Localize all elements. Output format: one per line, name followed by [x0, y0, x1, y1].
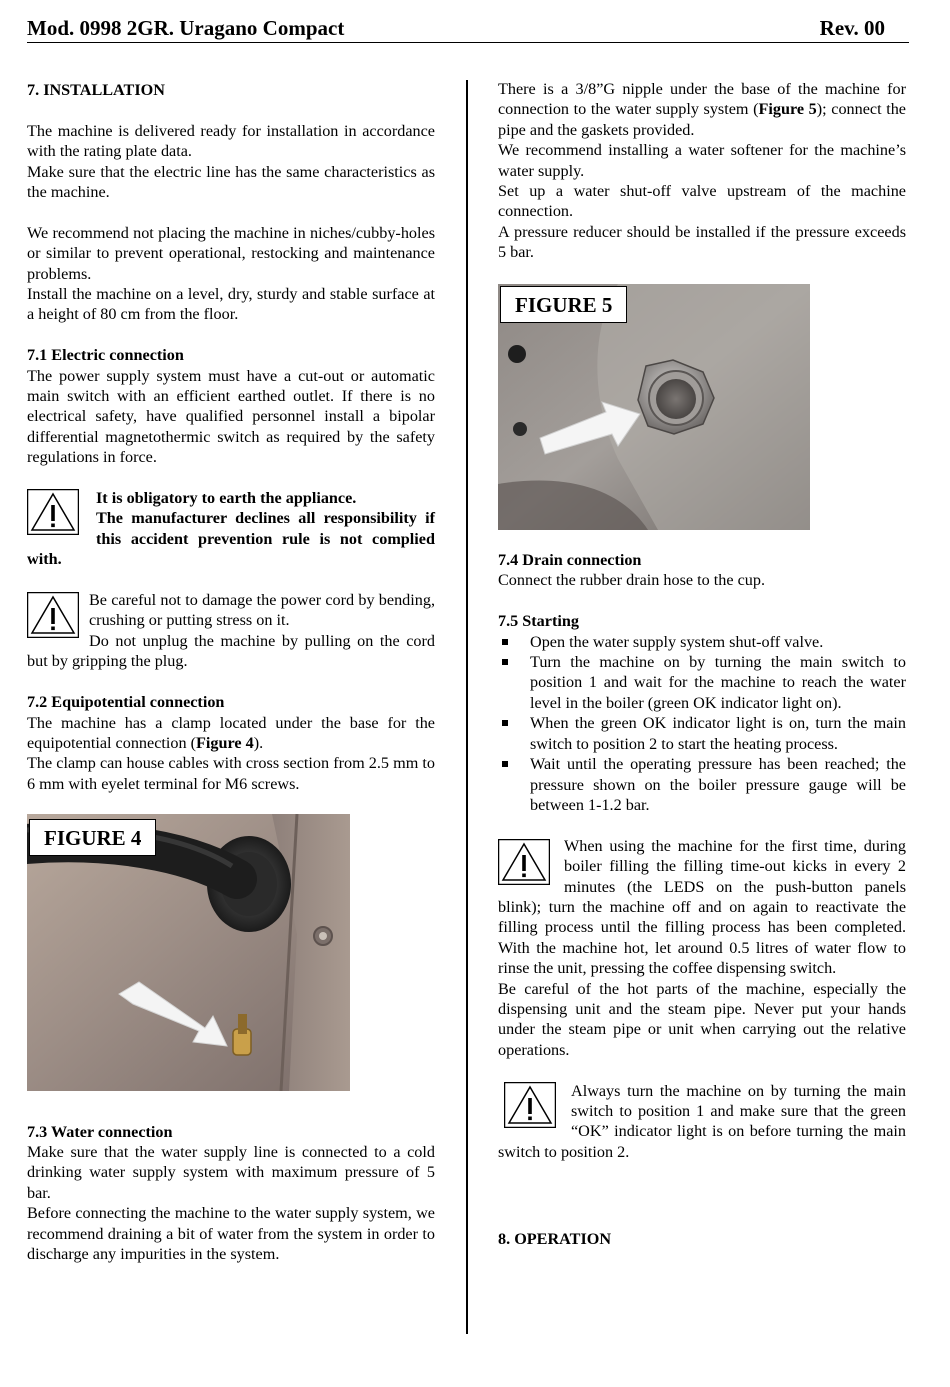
list-item: Wait until the operating pressure has been reached; the pressure shown on the boiler pressure gauge will be between 1-1.2 bar.	[498, 754, 906, 815]
water-nipple-paragraph: There is a 3/8”G nipple under the base of the machine for connection to the water supply system (Figure 5); connect the pipe and the gaskets provided.	[498, 80, 906, 139]
list-item: Turn the machine on by turning the main switch to position 1 and wait for the machine to reach the water level in the boiler (green OK indicator light on).	[498, 652, 906, 713]
left-column	[27, 80, 435, 1264]
section-7-4-paragraph: Connect the rubber drain hose to the cup.	[498, 571, 766, 590]
section-7-2-paragraph: The clamp can house cables with cross section from 2.5 mm to 6 mm with eyelet terminal for M6 screws.	[27, 754, 435, 793]
warning-triangle-icon	[504, 1082, 556, 1128]
section-7-5-title: 7.5 Starting	[498, 612, 579, 631]
warning-hot-parts-text: Be careful of the hot parts of the machine, especially the dispensing unit and the steam pipe. Never put your hands under the steam pipe or unit when carrying out the relative operations.	[498, 979, 906, 1059]
figure-4-reference: Figure 4	[196, 733, 254, 752]
warning-block-earth	[27, 488, 435, 570]
model-title: Mod. 0998 2GR. Uragano Compact	[27, 16, 345, 40]
list-item: When the green OK indicator light is on, turn the main switch to position 2 to start the heating process.	[498, 713, 906, 754]
warning-triangle-icon	[27, 592, 79, 638]
column-divider	[466, 80, 468, 1334]
section-7-paragraph: Install the machine on a level, dry, sturdy and stable surface at a height of 80 cm from the floor.	[27, 285, 435, 324]
section-7-2-title: 7.2 Equipotential connection	[27, 693, 225, 712]
shutoff-valve-paragraph: Set up a water shut-off valve upstream of the machine connection.	[498, 182, 906, 221]
starting-steps-list	[498, 632, 906, 816]
section-7-paragraph: We recommend not placing the machine in niches/cubby-holes or similar to prevent operational, restocking and maintenance problems.	[27, 223, 435, 283]
water-softener-paragraph: We recommend installing a water softener for the machine’s water supply.	[498, 141, 906, 180]
warning-block-cord	[27, 590, 435, 672]
section-8-title: 8. OPERATION	[498, 1230, 612, 1249]
section-7-title: 7. INSTALLATION	[27, 81, 165, 99]
section-7-paragraph: The machine is delivered ready for installation in accordance with the rating plate data.	[27, 121, 435, 161]
section-7-3-paragraph: Before connecting the machine to the water supply system, we recommend draining a bit of water from the system in order to discharge any impurities in the system.	[27, 1204, 435, 1263]
section-7-1-title: 7.1 Electric connection	[27, 346, 184, 365]
section-7-3-title: 7.3 Water connection	[27, 1122, 173, 1141]
section-7-3-paragraph: Make sure that the water supply line is connected to a cold drinking water supply system with maximum pressure of 5 bar.	[27, 1142, 435, 1202]
figure-5-photo	[498, 284, 810, 530]
warning-earth-line1: It is obligatory to earth the appliance.	[96, 489, 357, 508]
figure-4-label: FIGURE 4	[29, 819, 156, 856]
figure-5-label: FIGURE 5	[500, 286, 627, 323]
right-column	[498, 79, 906, 1250]
pressure-reducer-paragraph: A pressure reducer should be installed if the pressure exceeds 5 bar.	[498, 222, 906, 262]
warning-first-use-text: When using the machine for the first time, during boiler filling the filling time-out kicks in every 2 minutes (the LEDS on the push-button panels blink); turn the machine off and on again to reactivate the filling process until the filling process has been completed. With the machine hot, let around 0.5 litres of water flow to rinse the unit, pressing the coffee dispensing switch.	[498, 836, 906, 978]
warning-triangle-icon	[498, 839, 550, 885]
page-header	[27, 14, 909, 43]
section-7-2-paragraph: The machine has a clamp located under the base for the equipotential connection (Figure 4).	[27, 713, 435, 752]
revision-label: Rev. 00	[819, 16, 885, 40]
section-7-1-paragraph: The power supply system must have a cut-out or automatic main switch with an efficient earthed outlet. If there is no electrical safety, have qualified personnel install a bipolar differential magnetothermic switch as required by the safety regulations in force.	[27, 366, 435, 467]
warning-cord-line1: Be careful not to damage the power cord by bending, crushing or putting stress on it.	[89, 591, 435, 630]
list-item: Open the water supply system shut-off valve.	[498, 632, 906, 652]
figure-4-photo	[27, 814, 350, 1091]
warning-cord-line2: Do not unplug the machine by pulling on the cord but by gripping the plug.	[27, 631, 435, 671]
section-7-paragraph: Make sure that the electric line has the same characteristics as the machine.	[27, 162, 435, 202]
figure-5-reference: Figure 5	[758, 100, 817, 119]
warning-block-first-use	[498, 836, 906, 1060]
warning-block-switch	[498, 1081, 906, 1163]
warning-triangle-icon	[27, 489, 79, 535]
warning-earth-line2: The manufacturer declines all responsibility if this accident prevention rule is not complied with.	[27, 509, 435, 569]
section-7-4-title: 7.4 Drain connection	[498, 551, 642, 570]
warning-switch-text: Always turn the machine on by turning the main switch to position 1 and make sure that the green “OK” indicator light is on before turning the main switch to position 2.	[498, 1081, 906, 1161]
